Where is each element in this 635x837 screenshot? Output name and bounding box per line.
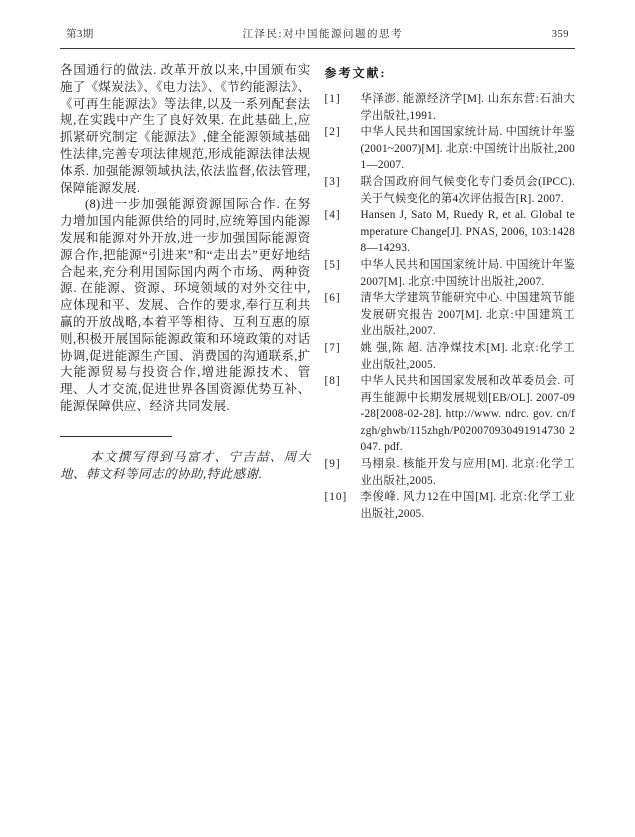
reference-text: 姚 强,陈 超. 洁净煤技术[M]. 北京:化学工业出版社,2005.: [360, 341, 575, 371]
reference-item: [325, 340, 576, 373]
reference-text: 李俊峰. 风力12在中国[M]. 北京:化学工业出版社,2005.: [360, 491, 575, 520]
reference-label: [6]: [324, 292, 341, 305]
reference-label: [2]: [324, 126, 341, 139]
reference-text: 联合国政府间气候变化专门委员会(IPCC). 关于气候变化的第4次评估报告[R]. 2007.: [360, 175, 575, 205]
reference-item: [325, 456, 576, 489]
left-column: [60, 62, 311, 522]
footnote-separator: [60, 436, 172, 437]
reference-text: 华泽澎. 能源经济学[M]. 山东东营:石油大学出版社,1991.: [360, 93, 575, 122]
running-title: 江泽民:对中国能源问题的思考: [242, 29, 403, 40]
reference-item: [325, 373, 576, 456]
reference-label: [10]: [324, 491, 348, 504]
two-column-body: [60, 62, 575, 522]
reference-item: [325, 489, 576, 522]
reference-label: [8]: [324, 375, 341, 388]
body-paragraph: (8)进一步加强能源资源国际合作. 在努力增加国内能源供给的同时,应统筹国内能源发展和能源对外开放,进一步加强国际能源资源合作,把能源“引进来”和“走出去”更好地结合起来,充分利用国际国内两个市场、两种资源. 在能源、资源、环境领域的对外交往中,应体现和平、发展、合作的要求,奉行互利共赢的开放战略,本着平等相待、互利互惠的原则,积极开展国际能源政策和环境政策的对话协调,促进能源生产国、消费国的沟通联系,扩大能源贸易与投资合作,增进能源技术、管理、人才交流,促进世界各国资源优势互补、能源保障供应、经济共同发展.: [60, 197, 311, 413]
reference-label: [7]: [324, 341, 341, 354]
body-paragraph: 各国通行的做法. 改革开放以来,中国颁布实施了《煤炭法》、《电力法》、《节约能源法》、《可再生能源法》等法律,以及一系列配套法规,在实践中产生了良好效果. 在此基础上,应抓紧研究制定《能源法》,健全能源领域基础性法律,完善专项法律规范,形成能源法律法规体系. 加强能源领域执法,依法监督,依法管理,保障能源发展.: [60, 63, 311, 195]
reference-item: [325, 290, 576, 340]
reference-text: 中华人民共和国国家发展和改革委员会. 可再生能源中长期发展规划[EB/OL]. 2007-09-28[2008-02-28]. http://www. ndrc. gov. cn/fzgh/ghwb/115zhgh/P020070930491914730 2047. pdf.: [360, 375, 575, 454]
issue-number: 第3期: [66, 29, 94, 40]
page-number: 359: [551, 29, 569, 40]
acknowledgment-footnote: 本文撰写得到马富才、宁吉喆、周大地、韩文科等同志的协助,特此感谢.: [60, 449, 311, 482]
reference-text: 中华人民共和国国家统计局. 中国统计年鉴 2007[M]. 北京:中国统计出版社,2007.: [360, 258, 575, 288]
body-paragraphs: [60, 62, 311, 415]
references-heading: 参考文献:: [324, 66, 387, 80]
reference-item: [325, 257, 576, 290]
reference-label: [4]: [324, 209, 341, 222]
right-column: [325, 62, 576, 522]
reference-text: 中华人民共和国国家统计局. 中国统计年鉴(2001~2007)[M]. 北京:中国统计出版社,2001—2007.: [360, 126, 575, 172]
reference-text: 清华大学建筑节能研究中心. 中国建筑节能发展研究报告 2007[M]. 北京:中国建筑工业出版社,2007.: [360, 292, 575, 338]
reference-text: 马栩泉. 核能开发与应用[M]. 北京:化学工业出版社,2005.: [360, 458, 575, 487]
reference-label: [5]: [324, 258, 341, 271]
reference-label: [3]: [324, 175, 341, 188]
reference-item: [325, 124, 576, 174]
reference-item: [325, 207, 576, 257]
reference-label: [1]: [324, 93, 341, 105]
reference-list: [325, 91, 576, 522]
page-header: [60, 26, 575, 49]
reference-text: Hansen J, Sato M, Ruedy R, et al. Global temperature Change[J]. PNAS, 2006, 103:14288—14293.: [360, 209, 575, 255]
reference-item: [325, 91, 576, 124]
reference-item: [325, 174, 576, 207]
reference-label: [9]: [324, 458, 341, 471]
